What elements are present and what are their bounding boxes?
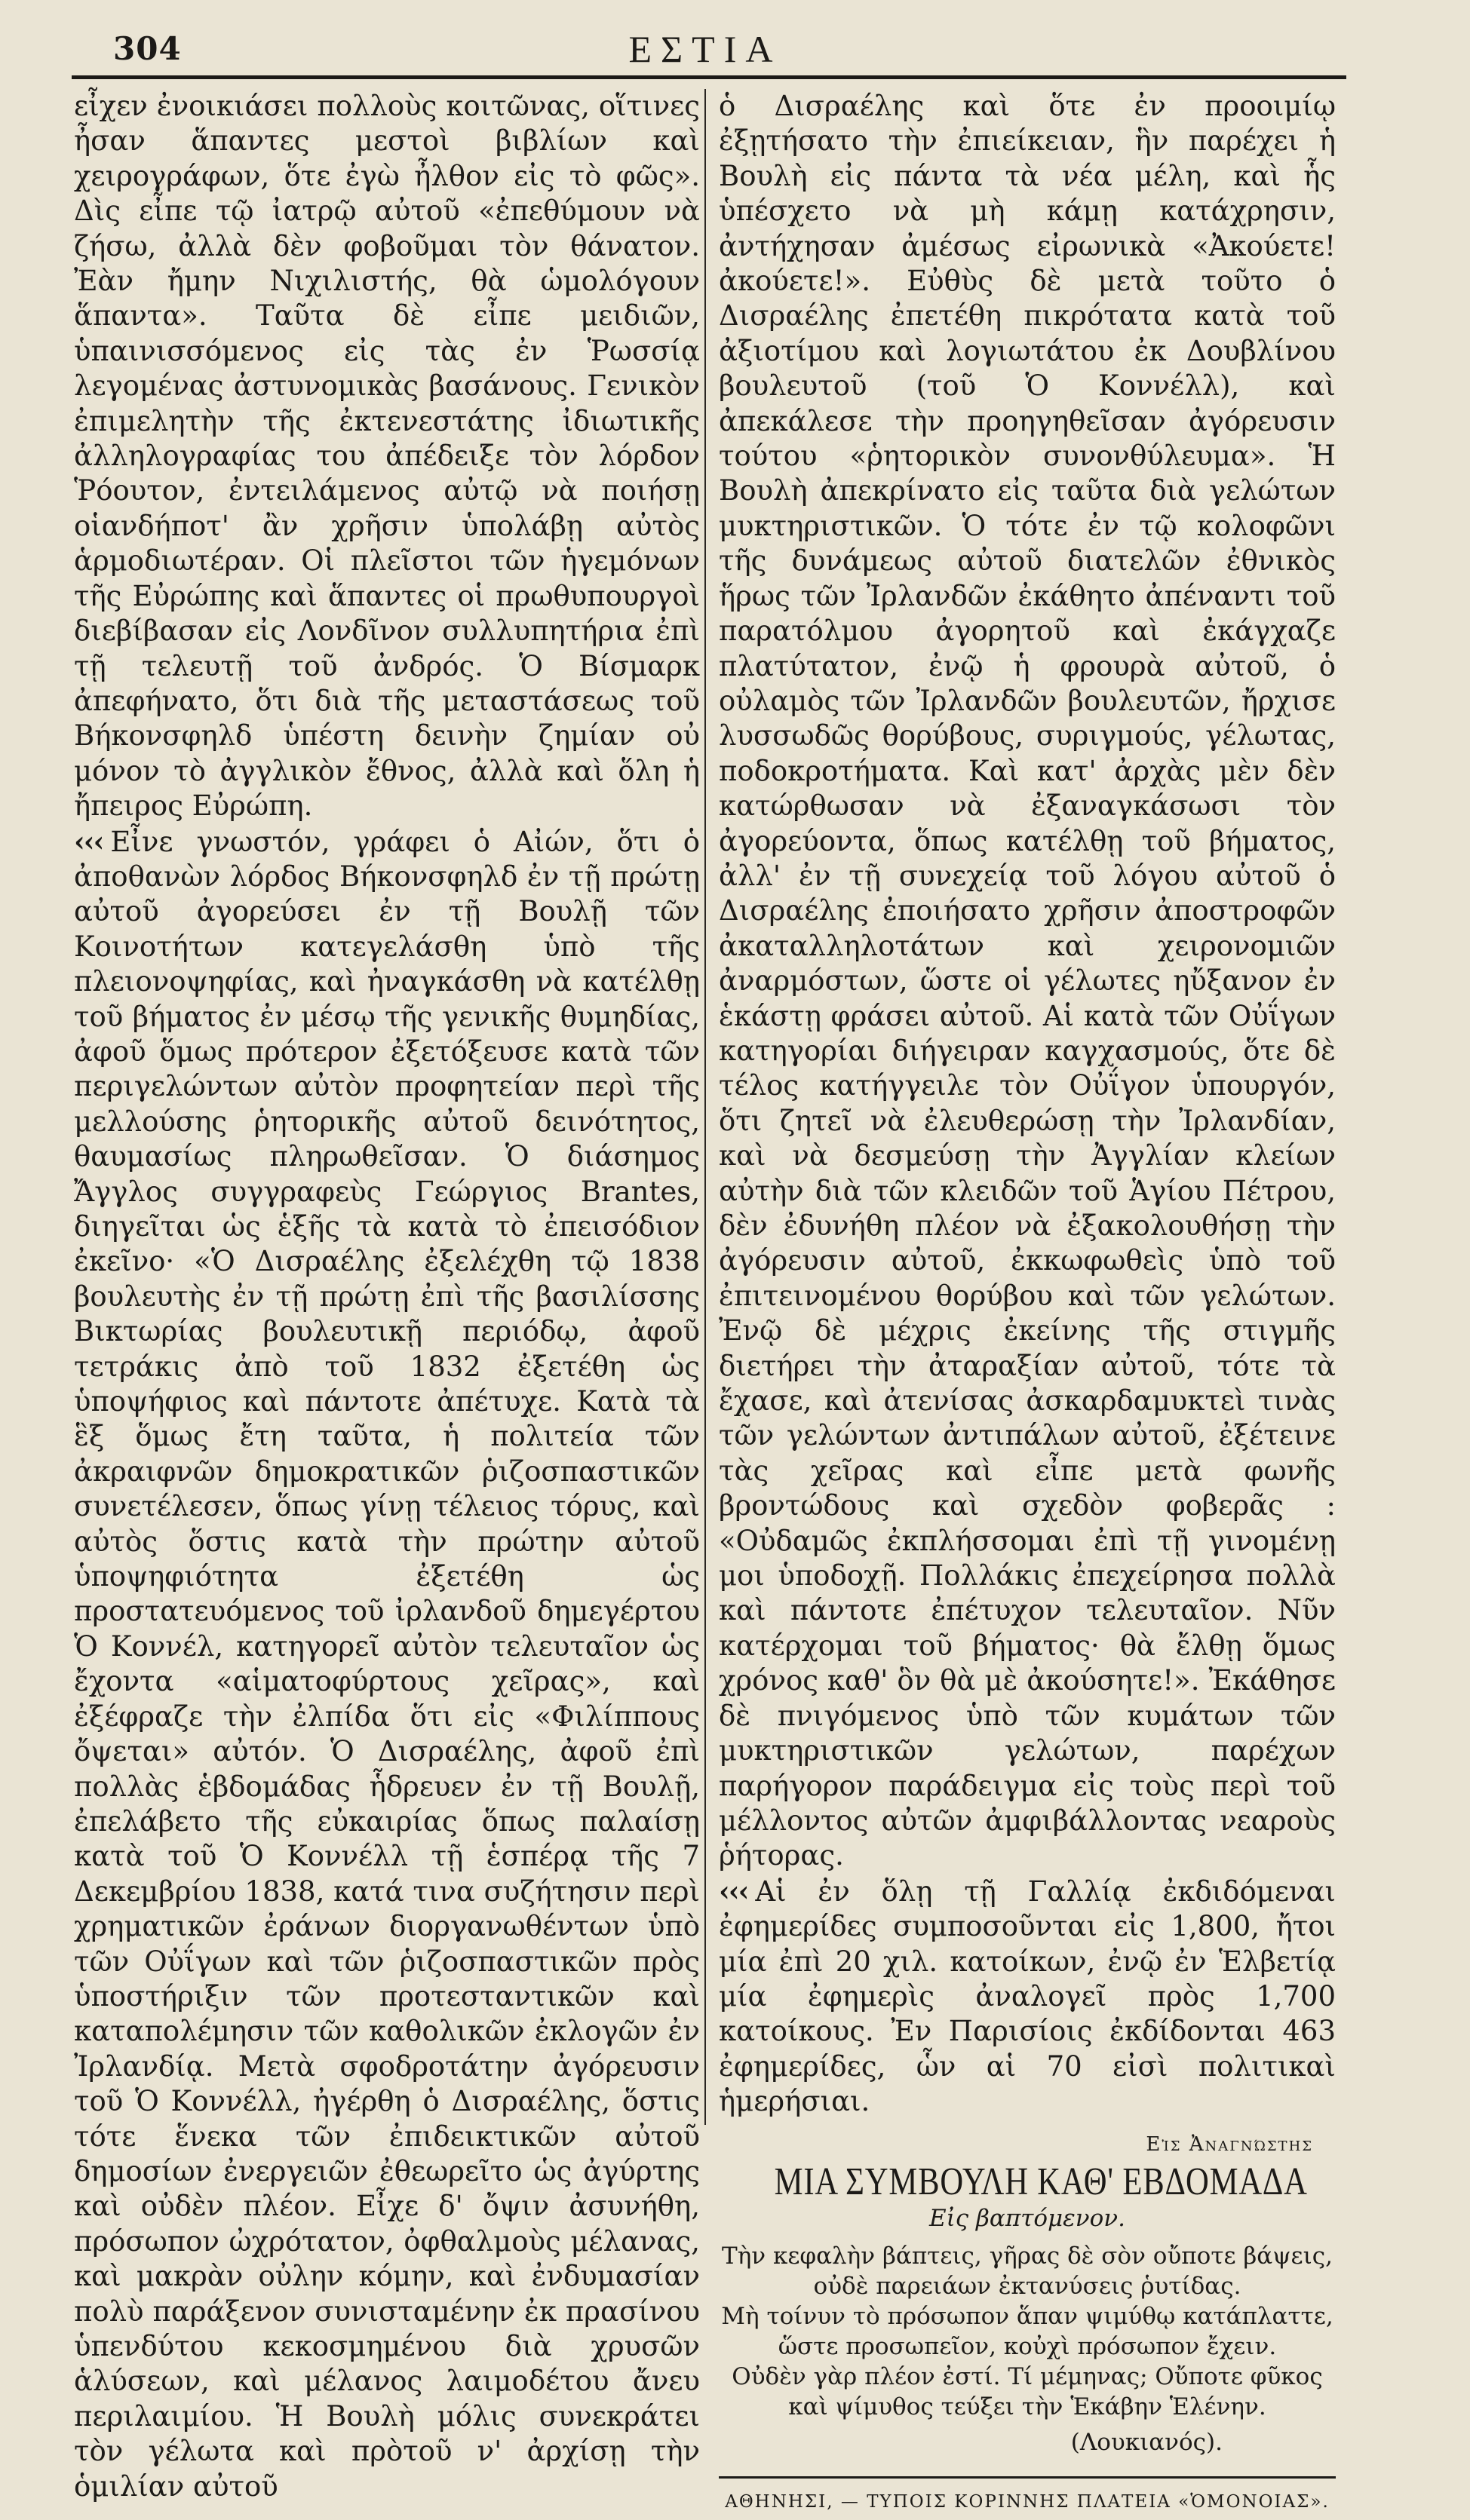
printer-imprint: ΑΘΗΝΗΣΙ, — ΤΥΠΟΙΣ ΚΟΡΙΝΝΗΣ ΠΛΑΤΕΙΑ «ὉΜΟΝΟΙΑΣ». — [725, 2492, 1330, 2512]
article-paragraph: ὁ Δισραέλης καὶ ὅτε ἐν προοιμίῳ ἐξῃτήσατο τὴν ἐπιείκειαν, ἣν παρέχει ἡ Βουλὴ εἰς πάντα τὰ νέα μέλη, καὶ ἧς ὑπέσχετο νὰ μὴ κάμῃ κατάχρησιν, ἀντήχησαν ἀμέσως εἰρωνικὰ «Ἀκούετε! ἀκούετε!». Εὐθὺς δὲ μετὰ τοῦτο ὁ Δισραέλης ἐπετέθη πικρότατα κατὰ τοῦ ἀξιοτίμου καὶ λογιωτάτου ἐκ Δουβλίνου βουλευτοῦ (τοῦ Ὁ Κοννέλλ), καὶ ἀπεκάλεσε τὴν προηγηθεῖσαν ἀγόρευσιν τούτου «ῥητορικὸν συνονθύλευμα». Ἡ Βουλὴ ἀπεκρίνατο εἰς ταῦτα διὰ γελώτων μυκτηριστικῶν. Ὁ τότε ἐν τῷ κολοφῶνι τῆς δυνάμεως αὐτοῦ διατελῶν ἐθνικὸς ἥρως τῶν Ἰρλανδῶν ἐκάθητο ἀπέναντι τοῦ παρατόλμου ἀγορητοῦ καὶ ἐκάγχαζε πλατύτατον, ἐνῷ ἡ φρουρὰ αὐτοῦ, ὁ οὐλαμὸς τῶν Ἰρλανδῶν βουλευτῶν, ἤρχισε λυσσωδῶς θορύβους, συριγμούς, γέλωτας, ποδοκροτήματα. Καὶ κατ' ἀρχὰς μὲν δὲν κατώρθωσαν νὰ ἐξαναγκάσωσι τὸν ἀγορεύοντα, ὅπως κατέλθῃ τοῦ βήματος, ἀλλ' ἐν τῇ συνεχείᾳ τοῦ λόγου αὐτοῦ ὁ Δισραέλης ἐποιήσατο χρῆσιν ἀποστροφῶν ἀκαταλληλοτάτων καὶ χειρονομιῶν ἀναρμόστων, ὥστε οἱ γέλωτες ηὔξανον ἐν ἑκάστῃ φράσει αὐτοῦ. Αἱ κατὰ τῶν Οὐΐγων κατηγορίαι διήγειραν καγχασμούς, ὅτε δὲ τέλος κατήγγειλε τὸν Οὐΐγον ὑπουργόν, ὅτι ζητεῖ νὰ ἐλευθερώσῃ τὴν Ἰρλανδίαν, καὶ νὰ δεσμεύσῃ τὴν Ἀγγλίαν κλείων αὐτὴν διὰ τῶν κλειδῶν τοῦ Ἁγίου Πέτρου, δὲν ἐδυνήθη πλέον νὰ ἐξακολουθήσῃ τὴν ἀγόρευσιν αὐτοῦ, ἐκκωφωθεὶς ὑπὸ τοῦ ἐπιτεινομένου θορύβου καὶ τῶν γελώτων. Ἐνῷ δὲ μέχρις ἐκείνης τῆς στιγμῆς διετήρει τὴν ἀταραξίαν αὐτοῦ, τότε τὰ ἔχασε, καὶ ἀτενίσας ἀσκαρδαμυκτεὶ τινὰς τῶν γελώντων ἀντιπάλων αὐτοῦ, ἐξέτεινε τὰς χεῖρας καὶ εἶπε μετὰ φωνῆς βροντώδους καὶ σχεδὸν φοβερᾶς : «Οὐδαμῶς ἐκπλήσσομαι ἐπὶ τῇ γινομένῃ μοι ὑποδοχῇ. Πολλάκις ἐπεχείρησα πολλὰ καὶ πάντοτε ἐπέτυχον τελευταῖον. Νῦν κατέρχομαι τοῦ βήματος· θὰ ἔλθῃ ὅμως χρόνος καθ' ὃν θὰ μὲ ἀκούσητε!». Ἐκάθησε δὲ πνιγόμενος ὑπὸ τῶν κυμάτων τῶν μυκτηριστικῶν γελώτων, παρέχων παρήγορον παράδειγμα εἰς τοὺς περὶ τοῦ μέλλοντος αὐτῶν ἀμφιβάλλοντας νεαροὺς ῥήτορας. — [719, 90, 1336, 1872]
left-column — [74, 89, 701, 2503]
right-column — [719, 89, 1336, 2520]
page-header — [68, 21, 1343, 74]
article-paragraph — [74, 824, 700, 2505]
article-paragraph: εἶχεν ἐνοικιάσει πολλοὺς κοιτῶνας, οἵτινες ἦσαν ἅπαντες μεστοὶ βιβλίων καὶ χειρογράφων, ὅτε ἐγὼ ἦλθον εἰς τὸ φῶς». Δὶς εἶπε τῷ ἰατρῷ αὐτοῦ «ἐπεθύμουν νὰ ζήσω, ἀλλὰ δὲν φοβοῦμαι τὸν θάνατον. Ἐὰν ἤμην Νιχιλιστής, θὰ ὡμολόγουν ἅπαντα». Ταῦτα δὲ εἶπε μειδιῶν, ὑπαινισσόμενος εἰς τὰς ἐν Ῥωσσίᾳ λεγομένας ἀστυνομικὰς βασάνους. Γενικὸν ἐπιμελητὴν τῆς ἐκτενεστάτης ἰδιωτικῆς ἀλληλογραφίας του ἀπέδειξε τὸν λόρδον Ῥόουτον, ἐντειλάμενος αὐτῷ νὰ ποιήσῃ οἱανδήποτ' ἂν χρῆσιν ὑπολάβῃ αὐτὸς ἁρμοδιωτέραν. Οἱ πλεῖστοι τῶν ἡγεμόνων τῆς Εὐρώπης καὶ ἅπαντες οἱ πρωθυπουργοὶ διεβίβασαν εἰς Λονδῖνον συλλυπητήρια ἐπὶ τῇ τελευτῇ τοῦ ἀνδρός. Ὁ Βίσμαρκ ἀπεφήνατο, ὅτι διὰ τῆς μεταστάσεως τοῦ Βήκονσφηλδ ὑπέστη δεινὴν ζημίαν οὐ μόνον τὸ ἀγγλικὸν ἔθνος, ἀλλὰ καὶ ὅλη ἡ ἤπειρος Εὐρώπη. — [74, 90, 700, 823]
article-paragraph-text: Αἱ ἐν ὅλῃ τῇ Γαλλίᾳ ἐκδιδόμεναι ἐφημερίδες συμποσοῦνται εἰς 1,800, ἤτοι μία ἐπὶ 20 χιλ. κατοίκων, ἐνῷ ἐν Ἑλβετίᾳ μία ἐφημερὶς ἀναλογεῖ πρὸς 1,700 κατοίκους. Ἐν Παρισίοις ἐκδίδονται 463 ἐφημερίδες, ὧν αἱ 70 εἰσὶ πολιτικαὶ ἡμερήσιαι. — [719, 1875, 1336, 2118]
header-rule — [72, 75, 1346, 79]
section-title: ΜΙΑ ΣΥΜΒΟΥΛΗ ΚΑΘ' ΕΒΔΟΜΑΔΑ — [774, 2160, 1308, 2203]
poem-line: καὶ ψίμυθος τεύξει τὴν Ἑκάβην Ἑλένην. — [788, 2393, 1266, 2420]
article-paragraph — [719, 1874, 1336, 2120]
poem-line: ὥστε προσωπεῖον, κοὐχὶ πρόσωπον ἔχειν. — [778, 2332, 1277, 2360]
column-divider — [704, 89, 706, 2125]
journal-title: ΕΣΤΙΑ — [628, 28, 782, 70]
poem-subtitle: Εἰς βαπτόμενον. — [928, 2205, 1126, 2233]
page-number: 304 — [113, 30, 182, 67]
news-mark-icon: ‹‹‹ — [74, 824, 103, 858]
poem-line: Μὴ τοίνυν τὸ πρόσωπον ἅπαν ψιμύθῳ κατάπλαττε, — [721, 2302, 1333, 2330]
imprint-rule — [719, 2476, 1336, 2479]
signature: Εἰς Ἀναγνώστης — [1146, 2132, 1313, 2156]
poem-line: οὐδὲ παρειάων ἐκτανύσεις ῥυτίδας. — [813, 2272, 1241, 2300]
poem-line: Οὐδὲν γὰρ πλέον ἐστί. Τί μέμηνας; Οὔποτε φῦκος — [732, 2362, 1323, 2390]
poem-attribution: (Λουκιανός). — [1070, 2428, 1223, 2456]
article-paragraph-text: Εἶνε γνωστόν, γράφει ὁ Αἰών, ὅτι ὁ ἀποθανὼν λόρδος Βήκονσφηλδ ἐν τῇ πρώτῃ αὐτοῦ ἀγορεύσει ἐν τῇ Βουλῇ τῶν Κοινοτήτων κατεγελάσθη ὑπὸ τῆς πλειονοψηφίας, καὶ ἠναγκάσθη νὰ κατέλθῃ τοῦ βήματος ἐν μέσῳ τῆς γενικῆς θυμηδίας, ἀφοῦ ὅμως πρότερον ἐξετόξευσε κατὰ τῶν περιγελώντων αὐτὸν προφητείαν περὶ τῆς μελλούσης ῥητορικῆς αὐτοῦ δεινότητος, θαυμασίως πληρωθεῖσαν. Ὁ διάσημος Ἄγγλος συγγραφεὺς Γεώργιος Brantes, διηγεῖται ὡς ἑξῆς τὰ κατὰ τὸ ἐπεισόδιον ἐκεῖνο· «Ὁ Δισραέλης ἐξελέχθη τῷ 1838 βουλευτὴς ἐν τῇ πρώτῃ ἐπὶ τῆς βασιλίσσης Βικτωρίας βουλευτικῇ περιόδῳ, ἀφοῦ τετράκις ἀπὸ τοῦ 1832 ἐξετέθη ὡς ὑποψήφιος καὶ πάντοτε ἀπέτυχε. Κατὰ τὰ ἓξ ὅμως ἔτη ταῦτα, ἡ πολιτεία τῶν ἀκραιφνῶν δημοκρατικῶν ῥιζοσπαστικῶν συνετέλεσεν, ὅπως γίνῃ τέλειος τόρυς, καὶ αὐτὸς ὅστις κατὰ τὴν πρώτην αὐτοῦ ὑποψηφιότητα ἐξετέθη ὡς προστατευόμενος τοῦ ἰρλανδοῦ δημεγέρτου Ὁ Κοννέλ, κατηγορεῖ αὐτὸν τελευταῖον ὡς ἔχοντα «αἱματοφύρτους χεῖρας», καὶ ἐξέφραζε τὴν ἐλπίδα ὅτι εἰς «Φιλίππους ὄψεται» αὐτόν. Ὁ Δισραέλης, ἀφοῦ ἐπὶ πολλὰς ἑβδομάδας ἧδρευεν ἐν τῇ Βουλῇ, ἐπελάβετο τῆς εὐκαιρίας ὅπως παλαίσῃ κατὰ τοῦ Ὁ Κοννέλλ τῇ ἑσπέρᾳ τῆς 7 Δεκεμβρίου 1838, κατά τινα συζήτησιν περὶ χρηματικῶν ἐράνων διοργανωθέντων ὑπὸ τῶν Οὐΐγων καὶ τῶν ῥιζοσπαστικῶν πρὸς ὑποστήριξιν τῶν προτεσταντικῶν καὶ καταπολέμησιν τῶν καθολικῶν ἐκλογῶν ἐν Ἰρλανδίᾳ. Μετὰ σφοδροτάτην ἀγόρευσιν τοῦ Ὁ Κοννέλλ, ἠγέρθη ὁ Δισραέλης, ὅστις τότε ἕνεκα τῶν ἐπιδεικτικῶν αὐτοῦ δημοσίων ἐνεργειῶν ἐθεωρεῖτο ὡς ἀγύρτης καὶ οὐδὲν πλέον. Εἶχε δ' ὄψιν ἀσυνήθη, πρόσωπον ὠχρότατον, ὀφθαλμοὺς μέλανας, καὶ μακρὰν οὐλην κόμην, καὶ ἐνδυμασίαν πολὺ παράξενον συνισταμένην ἐκ πρασίνου ὑπενδύτου κεκοσμημένου διὰ χρυσῶν ἁλύσεων, καὶ μέλανος λαιμοδέτου ἄνευ περιλαιμίου. Ἡ Βουλὴ μόλις συνεκράτει τὸν γέλωτα καὶ πρὸτοῦ ν' ἀρχίσῃ τὴν ὁμιλίαν αὐτοῦ — [74, 825, 701, 2503]
news-mark-icon: ‹‹‹ — [719, 1874, 748, 1908]
poem-line: Τὴν κεφαλὴν βάπτεις, γῆρας δὲ σὸν οὔποτε βάψεις, — [722, 2242, 1333, 2270]
poem — [719, 2241, 1336, 2422]
